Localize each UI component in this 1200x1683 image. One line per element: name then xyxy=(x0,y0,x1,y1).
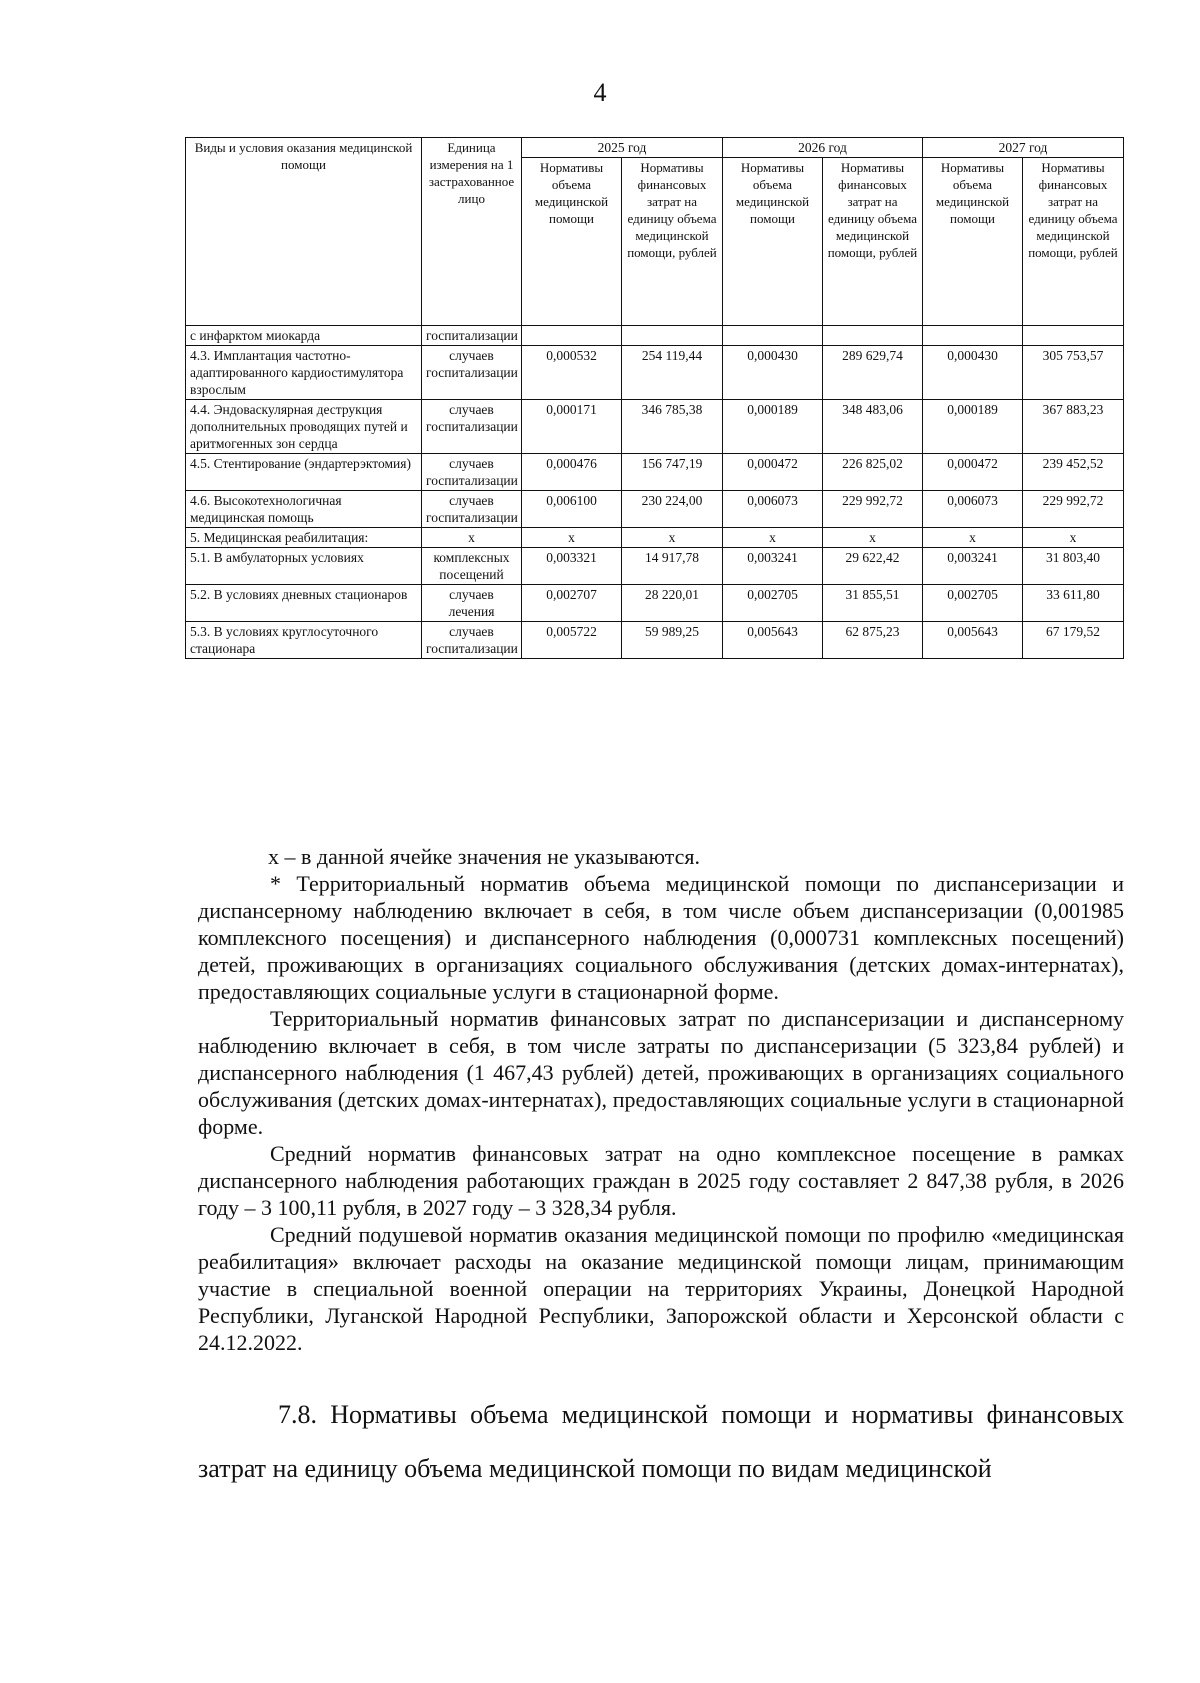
row-value-f2027: 31 803,40 xyxy=(1023,548,1124,585)
header-year-2027: 2027 год xyxy=(923,138,1124,158)
header-year-2025: 2025 год xyxy=(522,138,723,158)
row-value-v2025: 0,005722 xyxy=(522,622,622,659)
x-note: х – в данной ячейке значения не указываются. xyxy=(268,844,701,869)
row-value-v2027: х xyxy=(923,528,1023,548)
row-unit: случаев госпитализации xyxy=(422,622,522,659)
row-value-f2025: 59 989,25 xyxy=(622,622,723,659)
row-value-v2026: 0,005643 xyxy=(723,622,823,659)
subheader-volume-2025: Нормативы объема медицинской помощи xyxy=(522,158,622,326)
row-value-v2025: х xyxy=(522,528,622,548)
header-unit: Единица измерения на 1 застрахованное лицо xyxy=(422,138,522,326)
row-value-f2025: 28 220,01 xyxy=(622,585,723,622)
row-value-f2026: 289 629,74 xyxy=(823,346,923,400)
table-header-row xyxy=(186,138,1124,158)
row-unit: случаев лечения xyxy=(422,585,522,622)
row-value-v2026: 0,000189 xyxy=(723,400,823,454)
norms-table xyxy=(185,137,1124,659)
row-value-v2025: 0,000476 xyxy=(522,454,622,491)
note-paragraph-1: * Территориальный норматив объема медицинской помощи по диспансеризации и диспансерному наблюдению включает в себя, в том числе объем диспансеризации (0,001985 комплексного посещения) и диспансерного наблюдения (0,000731 комплексных посещений) детей, проживающих в организациях социального обслуживания (детских домах-интернатах), предоставляющих социальные услуги в стационарной форме. xyxy=(198,871,1124,1004)
row-value-f2026: 31 855,51 xyxy=(823,585,923,622)
row-kind: 5.1. В амбулаторных условиях xyxy=(186,548,422,585)
row-value-f2026: х xyxy=(823,528,923,548)
note-paragraph-3: Средний норматив финансовых затрат на одно комплексное посещение в рамках диспансерного наблюдения работающих граждан в 2025 году составляет 2 847,38 рубля, в 2026 году – 3 100,11 рубля, в 2027 году – 3 328,34 рубля. xyxy=(198,1141,1124,1220)
row-kind: 4.6. Высокотехнологичная медицинская помощь xyxy=(186,491,422,528)
row-value-v2026: 0,000430 xyxy=(723,346,823,400)
row-value-f2025: 230 224,00 xyxy=(622,491,723,528)
row-value-f2026 xyxy=(823,326,923,346)
table-row xyxy=(186,346,1124,400)
row-value-v2027: 0,003241 xyxy=(923,548,1023,585)
row-value-f2027: х xyxy=(1023,528,1124,548)
row-unit: случаев госпитализации xyxy=(422,491,522,528)
table-row xyxy=(186,491,1124,528)
row-value-v2027: 0,000430 xyxy=(923,346,1023,400)
row-value-v2025: 0,000532 xyxy=(522,346,622,400)
row-value-v2027 xyxy=(923,326,1023,346)
row-value-v2026: х xyxy=(723,528,823,548)
row-value-v2026: 0,000472 xyxy=(723,454,823,491)
row-kind: 5. Медицинская реабилитация: xyxy=(186,528,422,548)
row-value-v2026: 0,002705 xyxy=(723,585,823,622)
row-value-v2027: 0,000472 xyxy=(923,454,1023,491)
subheader-finance-2027: Нормативы финансовых затрат на единицу объема медицинской помощи, рублей xyxy=(1023,158,1124,326)
row-unit: случаев госпитализации xyxy=(422,400,522,454)
row-unit: случаев госпитализации xyxy=(422,454,522,491)
row-kind: 4.4. Эндоваскулярная деструкция дополнительных проводящих путей и аритмогенных зон сердца xyxy=(186,400,422,454)
row-value-f2026: 348 483,06 xyxy=(823,400,923,454)
table-row xyxy=(186,400,1124,454)
row-value-f2027: 229 992,72 xyxy=(1023,491,1124,528)
subheader-volume-2027: Нормативы объема медицинской помощи xyxy=(923,158,1023,326)
row-value-f2025: 14 917,78 xyxy=(622,548,723,585)
table-row xyxy=(186,454,1124,491)
table-row xyxy=(186,326,1124,346)
row-value-v2027: 0,005643 xyxy=(923,622,1023,659)
table-row xyxy=(186,622,1124,659)
row-value-f2027: 239 452,52 xyxy=(1023,454,1124,491)
row-value-v2026 xyxy=(723,326,823,346)
row-value-f2025 xyxy=(622,326,723,346)
table-row xyxy=(186,585,1124,622)
note-paragraph-4: Средний подушевой норматив оказания медицинской помощи по профилю «медицинская реабилитация» включает расходы на оказание медицинской помощи лицам, принимающим участие в специальной военной операции на территориях Украины, Донецкой Народной Республики, Луганской Народной Республики, Запорожской области и Херсонской области с 24.12.2022. xyxy=(198,1222,1124,1355)
row-unit: комплексных посещений xyxy=(422,548,522,585)
row-value-f2026: 226 825,02 xyxy=(823,454,923,491)
table-row xyxy=(186,528,1124,548)
row-value-f2026: 29 622,42 xyxy=(823,548,923,585)
row-kind: 4.3. Имплантация частотно-адаптированного кардиостимулятора взрослым xyxy=(186,346,422,400)
row-value-v2027: 0,002705 xyxy=(923,585,1023,622)
row-value-v2027: 0,000189 xyxy=(923,400,1023,454)
row-value-v2025: 0,000171 xyxy=(522,400,622,454)
row-value-f2026: 229 992,72 xyxy=(823,491,923,528)
row-value-v2026: 0,003241 xyxy=(723,548,823,585)
section-heading: 7.8. Нормативы объема медицинской помощи и нормативы финансовых затрат на единицу объема медицинской помощи по видам медицинской xyxy=(198,1400,1124,1483)
row-unit: х xyxy=(422,528,522,548)
row-unit: случаев госпитализации xyxy=(422,346,522,400)
row-value-f2027: 33 611,80 xyxy=(1023,585,1124,622)
subheader-finance-2025: Нормативы финансовых затрат на единицу объема медицинской помощи, рублей xyxy=(622,158,723,326)
subheader-finance-2026: Нормативы финансовых затрат на единицу объема медицинской помощи, рублей xyxy=(823,158,923,326)
table-body xyxy=(186,326,1124,659)
row-kind: 4.5. Стентирование (эндартерэктомия) xyxy=(186,454,422,491)
row-value-v2025: 0,006100 xyxy=(522,491,622,528)
row-value-v2025: 0,002707 xyxy=(522,585,622,622)
page-number: 4 xyxy=(593,78,607,107)
row-unit: госпитализации xyxy=(422,326,522,346)
row-value-f2025: 346 785,38 xyxy=(622,400,723,454)
row-value-v2025 xyxy=(522,326,622,346)
row-kind: 5.2. В условиях дневных стационаров xyxy=(186,585,422,622)
note-paragraph-2: Территориальный норматив финансовых затрат по диспансеризации и диспансерному наблюдению включает в себя, в том числе затраты по диспансеризации (5 323,84 рублей) и диспансерного наблюдения (1 467,43 рублей) детей, проживающих в организациях социального обслуживания (детских домах-интернатах), предоставляющих социальные услуги в стационарной форме. xyxy=(198,1006,1124,1139)
subheader-volume-2026: Нормативы объема медицинской помощи xyxy=(723,158,823,326)
row-value-f2025: х xyxy=(622,528,723,548)
row-value-v2025: 0,003321 xyxy=(522,548,622,585)
row-value-v2026: 0,006073 xyxy=(723,491,823,528)
row-value-f2027 xyxy=(1023,326,1124,346)
header-year-2026: 2026 год xyxy=(723,138,923,158)
row-value-f2025: 254 119,44 xyxy=(622,346,723,400)
row-value-f2027: 367 883,23 xyxy=(1023,400,1124,454)
row-kind: с инфарктом миокарда xyxy=(186,326,422,346)
header-kind: Виды и условия оказания медицинской помощи xyxy=(186,138,422,326)
row-value-v2027: 0,006073 xyxy=(923,491,1023,528)
row-value-f2027: 305 753,57 xyxy=(1023,346,1124,400)
row-kind: 5.3. В условиях круглосуточного стационара xyxy=(186,622,422,659)
row-value-f2026: 62 875,23 xyxy=(823,622,923,659)
table-row xyxy=(186,548,1124,585)
notes-block xyxy=(198,843,1124,1356)
row-value-f2027: 67 179,52 xyxy=(1023,622,1124,659)
row-value-f2025: 156 747,19 xyxy=(622,454,723,491)
